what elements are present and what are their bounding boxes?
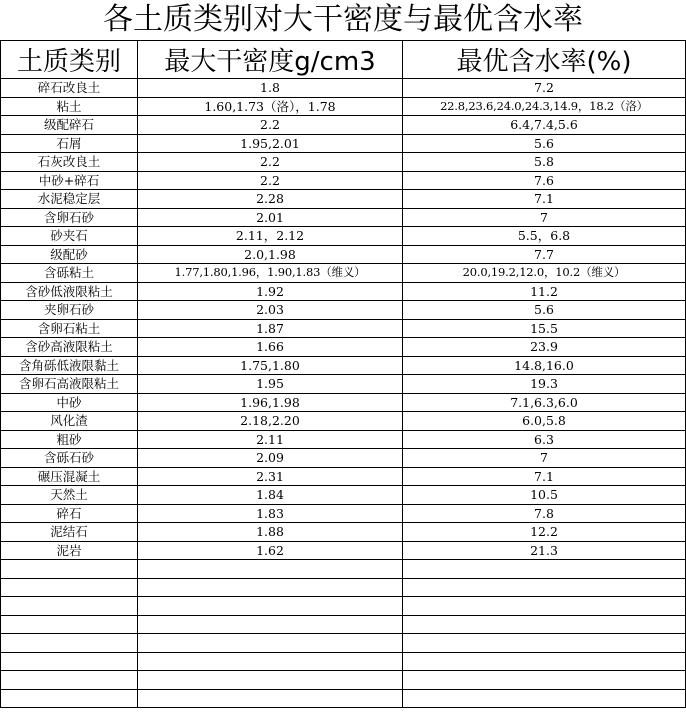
table-row — [1, 541, 686, 560]
cell-optimum-moisture: 12.2 — [403, 523, 686, 542]
header-max-dry-density: 最大干密度g/cm3 — [138, 41, 403, 79]
empty-row — [1, 615, 686, 634]
cell-optimum-moisture: 7.2 — [403, 79, 686, 98]
cell-soil-type: 中砂 — [1, 393, 138, 412]
cell-soil-type: 泥岩 — [1, 541, 138, 560]
cell-optimum-moisture: 7 — [403, 449, 686, 468]
table-row — [1, 79, 686, 98]
cell-optimum-moisture: 11.2 — [403, 282, 686, 301]
cell-optimum-moisture: 10.5 — [403, 486, 686, 505]
empty-cell — [1, 597, 138, 616]
empty-cell — [138, 560, 403, 579]
table-row — [1, 467, 686, 486]
cell-soil-type: 砂夹石 — [1, 227, 138, 246]
table-row — [1, 134, 686, 153]
header-optimum-moisture: 最优含水率(%) — [403, 41, 686, 79]
cell-optimum-moisture: 6.3 — [403, 430, 686, 449]
empty-cell — [138, 634, 403, 653]
cell-optimum-moisture: 5.8 — [403, 153, 686, 172]
cell-soil-type: 中砂+碎石 — [1, 171, 138, 190]
cell-max-dry-density: 2.28 — [138, 190, 403, 209]
cell-soil-type: 级配碎石 — [1, 116, 138, 135]
cell-soil-type: 水泥稳定层 — [1, 190, 138, 209]
table-row — [1, 449, 686, 468]
cell-soil-type: 含卵石砂 — [1, 208, 138, 227]
cell-max-dry-density: 1.84 — [138, 486, 403, 505]
empty-row — [1, 634, 686, 653]
cell-soil-type: 含卵石高液限粘土 — [1, 375, 138, 394]
table-row — [1, 430, 686, 449]
table-row — [1, 264, 686, 283]
cell-soil-type: 石灰改良土 — [1, 153, 138, 172]
table-row — [1, 338, 686, 357]
cell-soil-type: 泥结石 — [1, 523, 138, 542]
empty-cell — [403, 597, 686, 616]
cell-max-dry-density: 2.2 — [138, 171, 403, 190]
cell-max-dry-density: 2.03 — [138, 301, 403, 320]
data-table — [0, 40, 686, 708]
table-row — [1, 116, 686, 135]
empty-cell — [403, 652, 686, 671]
cell-max-dry-density: 2.0,1.98 — [138, 245, 403, 264]
table-row — [1, 227, 686, 246]
cell-max-dry-density: 2.01 — [138, 208, 403, 227]
table-row — [1, 412, 686, 431]
table-row — [1, 393, 686, 412]
empty-cell — [138, 597, 403, 616]
cell-optimum-moisture: 5.5，6.8 — [403, 227, 686, 246]
cell-max-dry-density: 2.11 — [138, 430, 403, 449]
cell-soil-type: 含砂低液限粘土 — [1, 282, 138, 301]
table-row — [1, 356, 686, 375]
table-row — [1, 282, 686, 301]
cell-max-dry-density: 1.92 — [138, 282, 403, 301]
empty-row — [1, 560, 686, 579]
cell-soil-type: 含砾石砂 — [1, 449, 138, 468]
cell-max-dry-density: 1.62 — [138, 541, 403, 560]
cell-optimum-moisture: 19.3 — [403, 375, 686, 394]
table-row — [1, 301, 686, 320]
cell-soil-type: 含卵石粘土 — [1, 319, 138, 338]
cell-soil-type: 含砾粘土 — [1, 264, 138, 283]
cell-soil-type: 粗砂 — [1, 430, 138, 449]
sheet-title: 各土质类别对大干密度与最优含水率 — [103, 2, 583, 37]
empty-row — [1, 671, 686, 690]
cell-max-dry-density: 1.95,2.01 — [138, 134, 403, 153]
cell-optimum-moisture: 7 — [403, 208, 686, 227]
empty-cell — [403, 578, 686, 597]
empty-row — [1, 578, 686, 597]
cell-max-dry-density: 2.31 — [138, 467, 403, 486]
cell-max-dry-density: 2.11，2.12 — [138, 227, 403, 246]
empty-cell — [1, 615, 138, 634]
cell-soil-type: 石屑 — [1, 134, 138, 153]
cell-max-dry-density: 1.75,1.80 — [138, 356, 403, 375]
cell-max-dry-density: 2.09 — [138, 449, 403, 468]
cell-optimum-moisture: 22.8,23.6,24.0,24.3,14.9，18.2（洛） — [403, 97, 686, 116]
cell-max-dry-density: 2.2 — [138, 116, 403, 135]
empty-cell — [1, 560, 138, 579]
cell-optimum-moisture: 6.0,5.8 — [403, 412, 686, 431]
cell-max-dry-density: 1.66 — [138, 338, 403, 357]
cell-optimum-moisture: 7.8 — [403, 504, 686, 523]
cell-soil-type: 风化渣 — [1, 412, 138, 431]
cell-optimum-moisture: 6.4,7.4,5.6 — [403, 116, 686, 135]
cell-optimum-moisture: 20.0,19.2,12.0，10.2（维义） — [403, 264, 686, 283]
cell-optimum-moisture: 5.6 — [403, 134, 686, 153]
table-row — [1, 97, 686, 116]
cell-optimum-moisture: 14.8,16.0 — [403, 356, 686, 375]
empty-cell — [138, 578, 403, 597]
cell-optimum-moisture: 5.6 — [403, 301, 686, 320]
table-row — [1, 486, 686, 505]
cell-max-dry-density: 2.2 — [138, 153, 403, 172]
header-soil-type: 土质类别 — [1, 41, 138, 79]
table-row — [1, 208, 686, 227]
empty-row — [1, 652, 686, 671]
cell-optimum-moisture: 7.7 — [403, 245, 686, 264]
table-body — [1, 79, 686, 708]
table-row — [1, 153, 686, 172]
cell-optimum-moisture: 7.1 — [403, 467, 686, 486]
empty-cell — [403, 689, 686, 708]
cell-soil-type: 碾压混凝土 — [1, 467, 138, 486]
table-row — [1, 190, 686, 209]
table-row — [1, 375, 686, 394]
cell-optimum-moisture: 21.3 — [403, 541, 686, 560]
cell-max-dry-density: 1.88 — [138, 523, 403, 542]
table-row — [1, 504, 686, 523]
cell-optimum-moisture: 15.5 — [403, 319, 686, 338]
empty-row — [1, 689, 686, 708]
empty-cell — [403, 634, 686, 653]
empty-cell — [138, 615, 403, 634]
cell-optimum-moisture: 7.6 — [403, 171, 686, 190]
cell-soil-type: 含角砾低液限黏土 — [1, 356, 138, 375]
cell-soil-type: 含砂高液限粘土 — [1, 338, 138, 357]
cell-optimum-moisture: 7.1 — [403, 190, 686, 209]
cell-optimum-moisture: 7.1,6.3,6.0 — [403, 393, 686, 412]
empty-cell — [1, 578, 138, 597]
empty-cell — [403, 671, 686, 690]
empty-cell — [403, 615, 686, 634]
empty-cell — [1, 652, 138, 671]
cell-soil-type: 粘土 — [1, 97, 138, 116]
empty-row — [1, 597, 686, 616]
table-row — [1, 319, 686, 338]
table-row — [1, 171, 686, 190]
cell-soil-type: 碎石 — [1, 504, 138, 523]
cell-max-dry-density: 1.8 — [138, 79, 403, 98]
empty-cell — [138, 671, 403, 690]
cell-max-dry-density: 1.83 — [138, 504, 403, 523]
cell-max-dry-density: 1.96,1.98 — [138, 393, 403, 412]
cell-max-dry-density: 1.87 — [138, 319, 403, 338]
empty-cell — [1, 671, 138, 690]
cell-soil-type: 夹卵石砂 — [1, 301, 138, 320]
cell-max-dry-density: 1.95 — [138, 375, 403, 394]
empty-cell — [1, 634, 138, 653]
cell-max-dry-density: 1.77,1.80,1.96，1.90,1.83（维义） — [138, 264, 403, 283]
header-row — [1, 41, 686, 79]
cell-max-dry-density: 2.18,2.20 — [138, 412, 403, 431]
empty-cell — [138, 652, 403, 671]
cell-optimum-moisture: 23.9 — [403, 338, 686, 357]
cell-soil-type: 天然土 — [1, 486, 138, 505]
empty-cell — [138, 689, 403, 708]
table-row — [1, 523, 686, 542]
empty-cell — [1, 689, 138, 708]
cell-max-dry-density: 1.60,1.73（洛），1.78 — [138, 97, 403, 116]
empty-cell — [403, 560, 686, 579]
table-row — [1, 245, 686, 264]
cell-soil-type: 碎石改良土 — [1, 79, 138, 98]
cell-soil-type: 级配砂 — [1, 245, 138, 264]
